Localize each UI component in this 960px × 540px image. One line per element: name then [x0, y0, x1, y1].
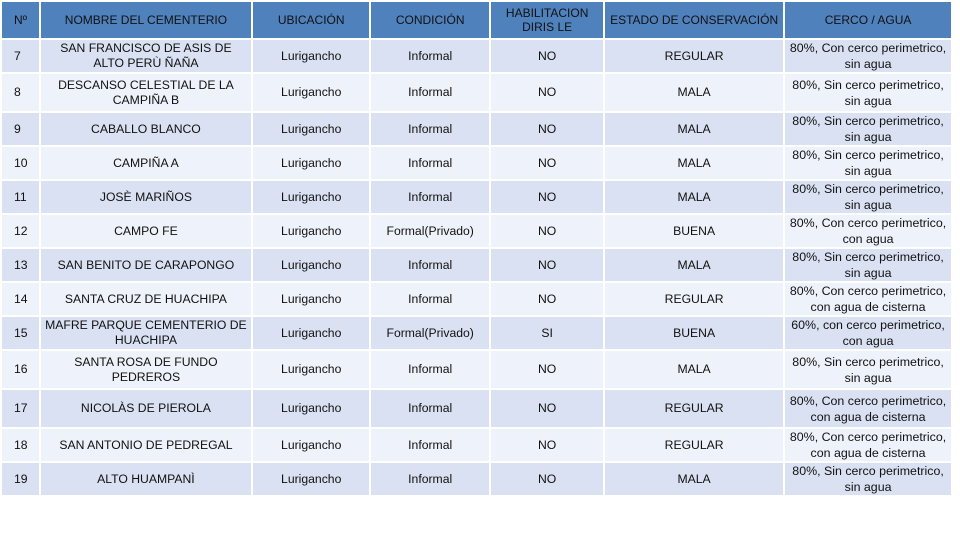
cell-name: SAN ANTONIO DE PEDREGAL	[41, 429, 252, 461]
cell-name: SANTA ROSA DE FUNDO PEDREROS	[41, 351, 252, 388]
cell-condition: Informal	[371, 181, 489, 213]
header-num: Nº	[2, 2, 39, 38]
cell-condition: Informal	[371, 429, 489, 461]
table-row	[2, 249, 951, 281]
cell-habilitacion: SI	[491, 317, 603, 349]
cell-location: Lurigancho	[253, 249, 369, 281]
cell-location: Lurigancho	[253, 40, 369, 72]
cell-state: REGULAR	[605, 40, 783, 72]
table-row	[2, 463, 951, 495]
cell-fence: 80%, Sin cerco perimetrico, sin agua	[785, 74, 951, 111]
table-row	[2, 351, 951, 388]
cell-habilitacion: NO	[491, 147, 603, 179]
table-row	[2, 215, 951, 247]
header-condition: CONDICIÓN	[371, 2, 489, 38]
cell-habilitacion: NO	[491, 429, 603, 461]
table-header-row	[2, 2, 951, 38]
cell-condition: Informal	[371, 249, 489, 281]
cell-location: Lurigancho	[253, 429, 369, 461]
cell-state: MALA	[605, 351, 783, 388]
cell-location: Lurigancho	[253, 390, 369, 427]
cell-habilitacion: NO	[491, 113, 603, 145]
cell-location: Lurigancho	[253, 317, 369, 349]
cell-num: 14	[2, 283, 39, 315]
cell-fence: 80%, Sin cerco perimetrico, sin agua	[785, 147, 951, 179]
cell-num: 17	[2, 390, 39, 427]
cell-location: Lurigancho	[253, 351, 369, 388]
cell-condition: Informal	[371, 113, 489, 145]
cell-condition: Informal	[371, 40, 489, 72]
cell-num: 12	[2, 215, 39, 247]
cell-habilitacion: NO	[491, 283, 603, 315]
cell-state: MALA	[605, 74, 783, 111]
cell-fence: 60%, con cerco perimetrico, con agua	[785, 317, 951, 349]
table-row	[2, 40, 951, 72]
cell-num: 13	[2, 249, 39, 281]
cell-num: 9	[2, 113, 39, 145]
cell-condition: Informal	[371, 390, 489, 427]
cell-fence: 80%, Con cerco perimetrico, con agua de cisterna	[785, 429, 951, 461]
header-state: ESTADO DE CONSERVACIÓN	[605, 2, 783, 38]
cell-location: Lurigancho	[253, 215, 369, 247]
cell-num: 16	[2, 351, 39, 388]
cell-fence: 80%, Con cerco perimetrico, sin agua	[785, 40, 951, 72]
table-row	[2, 390, 951, 427]
cell-condition: Formal(Privado)	[371, 215, 489, 247]
cell-num: 19	[2, 463, 39, 495]
cell-state: BUENA	[605, 215, 783, 247]
cell-habilitacion: NO	[491, 390, 603, 427]
table-row	[2, 74, 951, 111]
cell-name: CABALLO BLANCO	[41, 113, 252, 145]
cell-fence: 80%, Sin cerco perimetrico, sin agua	[785, 113, 951, 145]
cell-fence: 80%, Sin cerco perimetrico, sin agua	[785, 249, 951, 281]
cell-name: CAMPO FE	[41, 215, 252, 247]
cell-state: MALA	[605, 181, 783, 213]
header-fence: CERCO / AGUA	[785, 2, 951, 38]
cell-num: 11	[2, 181, 39, 213]
table-row	[2, 181, 951, 213]
cell-state: MALA	[605, 463, 783, 495]
cell-location: Lurigancho	[253, 147, 369, 179]
cell-name: SAN BENITO DE CARAPONGO	[41, 249, 252, 281]
cell-location: Lurigancho	[253, 74, 369, 111]
header-habilitacion: HABILITACION DIRIS LE	[491, 2, 603, 38]
cell-name: SANTA CRUZ DE HUACHIPA	[41, 283, 252, 315]
cell-state: BUENA	[605, 317, 783, 349]
cell-name: ALTO HUAMPANÌ	[41, 463, 252, 495]
cell-name: CAMPIÑA A	[41, 147, 252, 179]
cell-fence: 80%, Con cerco perimetrico, con agua de cisterna	[785, 283, 951, 315]
cell-name: DESCANSO CELESTIAL DE LA CAMPIÑA B	[41, 74, 252, 111]
table-row	[2, 113, 951, 145]
cell-state: REGULAR	[605, 390, 783, 427]
table-row	[2, 283, 951, 315]
cell-habilitacion: NO	[491, 463, 603, 495]
cell-location: Lurigancho	[253, 463, 369, 495]
cell-location: Lurigancho	[253, 113, 369, 145]
cell-state: MALA	[605, 147, 783, 179]
cell-fence: 80%, Con cerco perimetrico, con agua	[785, 215, 951, 247]
cell-name: MAFRE PARQUE CEMENTERIO DE HUACHIPA	[41, 317, 252, 349]
cell-num: 15	[2, 317, 39, 349]
cell-condition: Informal	[371, 147, 489, 179]
table-row	[2, 317, 951, 349]
cell-fence: 80%, Sin cerco perimetrico, sin agua	[785, 463, 951, 495]
header-location: UBICACIÓN	[253, 2, 369, 38]
cell-habilitacion: NO	[491, 40, 603, 72]
cell-habilitacion: NO	[491, 74, 603, 111]
cell-name: JOSÈ MARIÑOS	[41, 181, 252, 213]
cell-num: 7	[2, 40, 39, 72]
table-row	[2, 147, 951, 179]
cell-location: Lurigancho	[253, 283, 369, 315]
cell-habilitacion: NO	[491, 249, 603, 281]
cell-condition: Formal(Privado)	[371, 317, 489, 349]
cell-fence: 80%, Con cerco perimetrico, con agua de cisterna	[785, 390, 951, 427]
cell-location: Lurigancho	[253, 181, 369, 213]
cell-state: REGULAR	[605, 283, 783, 315]
cell-state: MALA	[605, 113, 783, 145]
cell-name: NICOLÀS DE PIEROLA	[41, 390, 252, 427]
cell-habilitacion: NO	[491, 351, 603, 388]
cell-habilitacion: NO	[491, 215, 603, 247]
cell-state: MALA	[605, 249, 783, 281]
header-name: NOMBRE DEL CEMENTERIO	[41, 2, 252, 38]
cell-num: 8	[2, 74, 39, 111]
cell-condition: Informal	[371, 351, 489, 388]
cell-condition: Informal	[371, 283, 489, 315]
cell-habilitacion: NO	[491, 181, 603, 213]
cell-name: SAN FRANCISCO DE ASIS DE ALTO PERÙ ÑAÑA	[41, 40, 252, 72]
cell-condition: Informal	[371, 463, 489, 495]
cell-condition: Informal	[371, 74, 489, 111]
table-row	[2, 429, 951, 461]
cell-fence: 80%, Sin cerco perimetrico, sin agua	[785, 181, 951, 213]
cell-fence: 80%, Sin cerco perimetrico, sin agua	[785, 351, 951, 388]
cell-num: 18	[2, 429, 39, 461]
cell-num: 10	[2, 147, 39, 179]
cell-state: REGULAR	[605, 429, 783, 461]
